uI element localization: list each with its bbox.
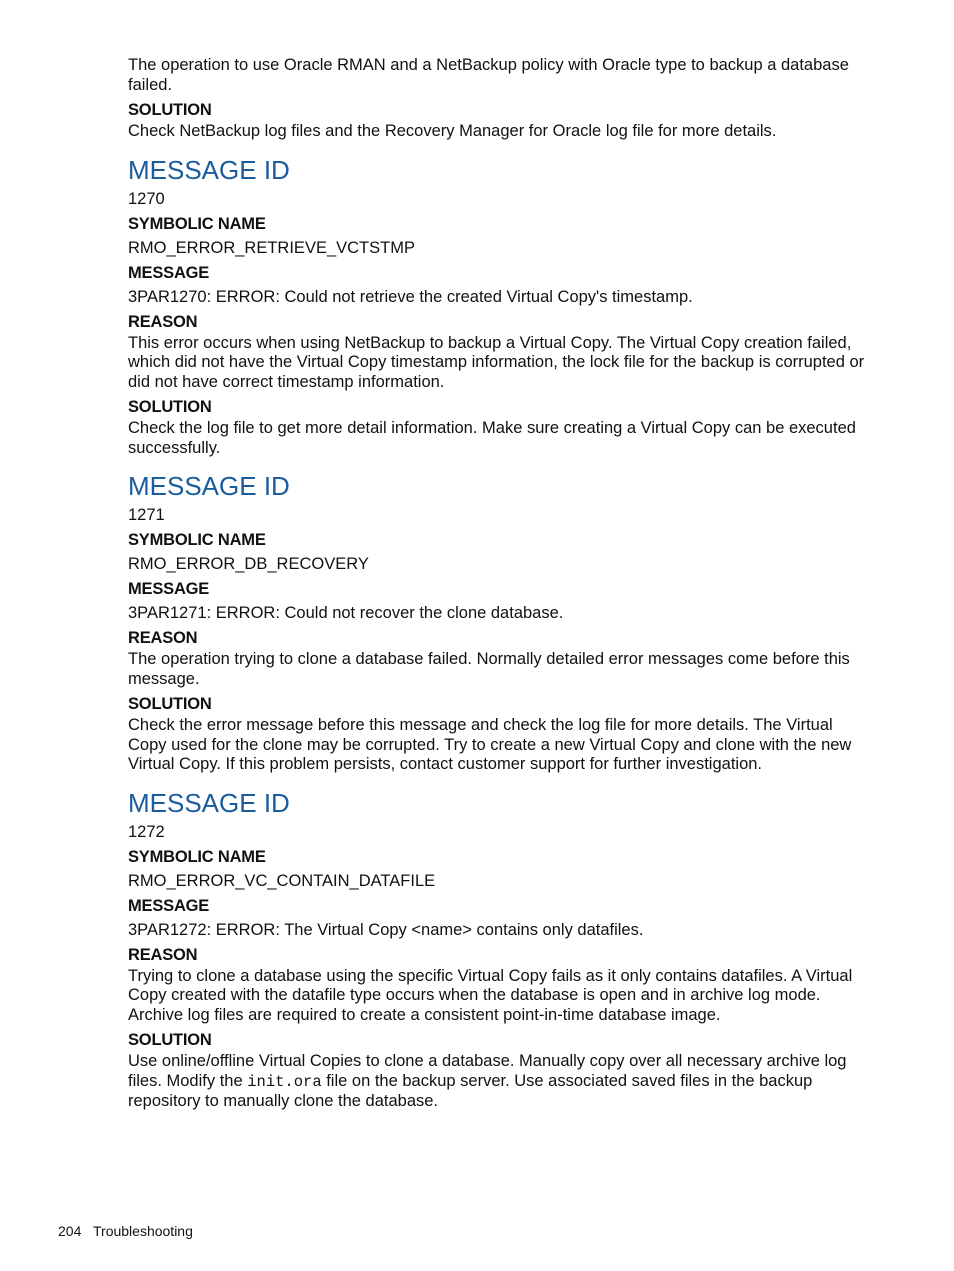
- message-value: 3PAR1271: ERROR: Could not recover the clone database.: [128, 604, 564, 622]
- solution-label: SOLUTION: [128, 1031, 212, 1049]
- reason-label: REASON: [128, 945, 198, 964]
- solution-label: SOLUTION: [128, 398, 212, 416]
- intro-solution-text: Check NetBackup log files and the Recovery Manager for Oracle log file for more details.: [128, 122, 777, 140]
- message-entry-1271: [128, 471, 870, 775]
- solution-text: [128, 1052, 870, 1112]
- symbolic-name-value: RMO_ERROR_RETRIEVE_VCTSTMP: [128, 238, 415, 257]
- solution-text-part2: file on the backup server. Use associated saved files in the backup repository to manually clone the database.: [128, 1071, 813, 1110]
- message-id-value: 1270: [128, 189, 165, 208]
- symbolic-name-label: SYMBOLIC NAME: [128, 531, 266, 549]
- message-id-heading: MESSAGE ID: [128, 154, 290, 185]
- reason-text: The operation trying to clone a database failed. Normally detailed error messages come before this message.: [128, 650, 850, 688]
- message-id-value: 1272: [128, 822, 165, 841]
- message-label: MESSAGE: [128, 896, 210, 915]
- message-value: 3PAR1270: ERROR: Could not retrieve the created Virtual Copy's timestamp.: [128, 287, 693, 306]
- message-label: MESSAGE: [128, 580, 210, 598]
- intro-solution-label: SOLUTION: [128, 101, 212, 119]
- document-page: [128, 56, 870, 1112]
- reason-label: REASON: [128, 629, 198, 647]
- footer-section-title: Troubleshooting: [93, 1223, 193, 1239]
- reason-label: REASON: [128, 312, 198, 331]
- message-id-heading: MESSAGE ID: [128, 787, 290, 818]
- solution-text-part1: Use online/offline Virtual Copies to clone a database. Manually copy over all necessary archive log files. Modify the: [128, 1052, 847, 1090]
- solution-label: SOLUTION: [128, 695, 212, 713]
- reason-text: This error occurs when using NetBackup to backup a Virtual Copy. The Virtual Copy creation failed, which did not have the Virtual Copy timestamp information, the lock file for the backup is corrupted or did not have correct timestamp information.: [128, 333, 865, 391]
- message-id-value: 1271: [128, 506, 165, 524]
- intro-text: The operation to use Oracle RMAN and a NetBackup policy with Oracle type to backup a database failed.: [128, 56, 849, 94]
- symbolic-name-label: SYMBOLIC NAME: [128, 847, 266, 866]
- symbolic-name-value: RMO_ERROR_VC_CONTAIN_DATAFILE: [128, 871, 436, 890]
- message-id-heading: MESSAGE ID: [128, 471, 290, 501]
- solution-text: Check the error message before this message and check the log file for more details. The Virtual Copy used for the clone may be corrupted. Try to create a new Virtual Copy and clone with the new Virtual Copy. If this problem persists, contact customer support for further investigation.: [128, 716, 852, 773]
- solution-text: Check the log file to get more detail information. Make sure creating a Virtual Copy can be executed successfully.: [128, 419, 856, 457]
- message-entry-1272: [128, 788, 870, 1112]
- page-footer: [58, 1222, 193, 1240]
- reason-text: Trying to clone a database using the specific Virtual Copy fails as it only contains datafiles. A Virtual Copy created with the datafile type occurs when the database is open and in archive log mode. Archive log files are required to create a consistent point-in-time database image.: [128, 966, 853, 1024]
- symbolic-name-label: SYMBOLIC NAME: [128, 214, 266, 233]
- message-label: MESSAGE: [128, 263, 210, 282]
- code-filename: init.ora: [247, 1072, 322, 1091]
- page-number: 204: [58, 1223, 82, 1239]
- symbolic-name-value: RMO_ERROR_DB_RECOVERY: [128, 555, 369, 573]
- message-value: 3PAR1272: ERROR: The Virtual Copy <name> contains only datafiles.: [128, 920, 644, 939]
- message-entry-1270: [128, 155, 870, 459]
